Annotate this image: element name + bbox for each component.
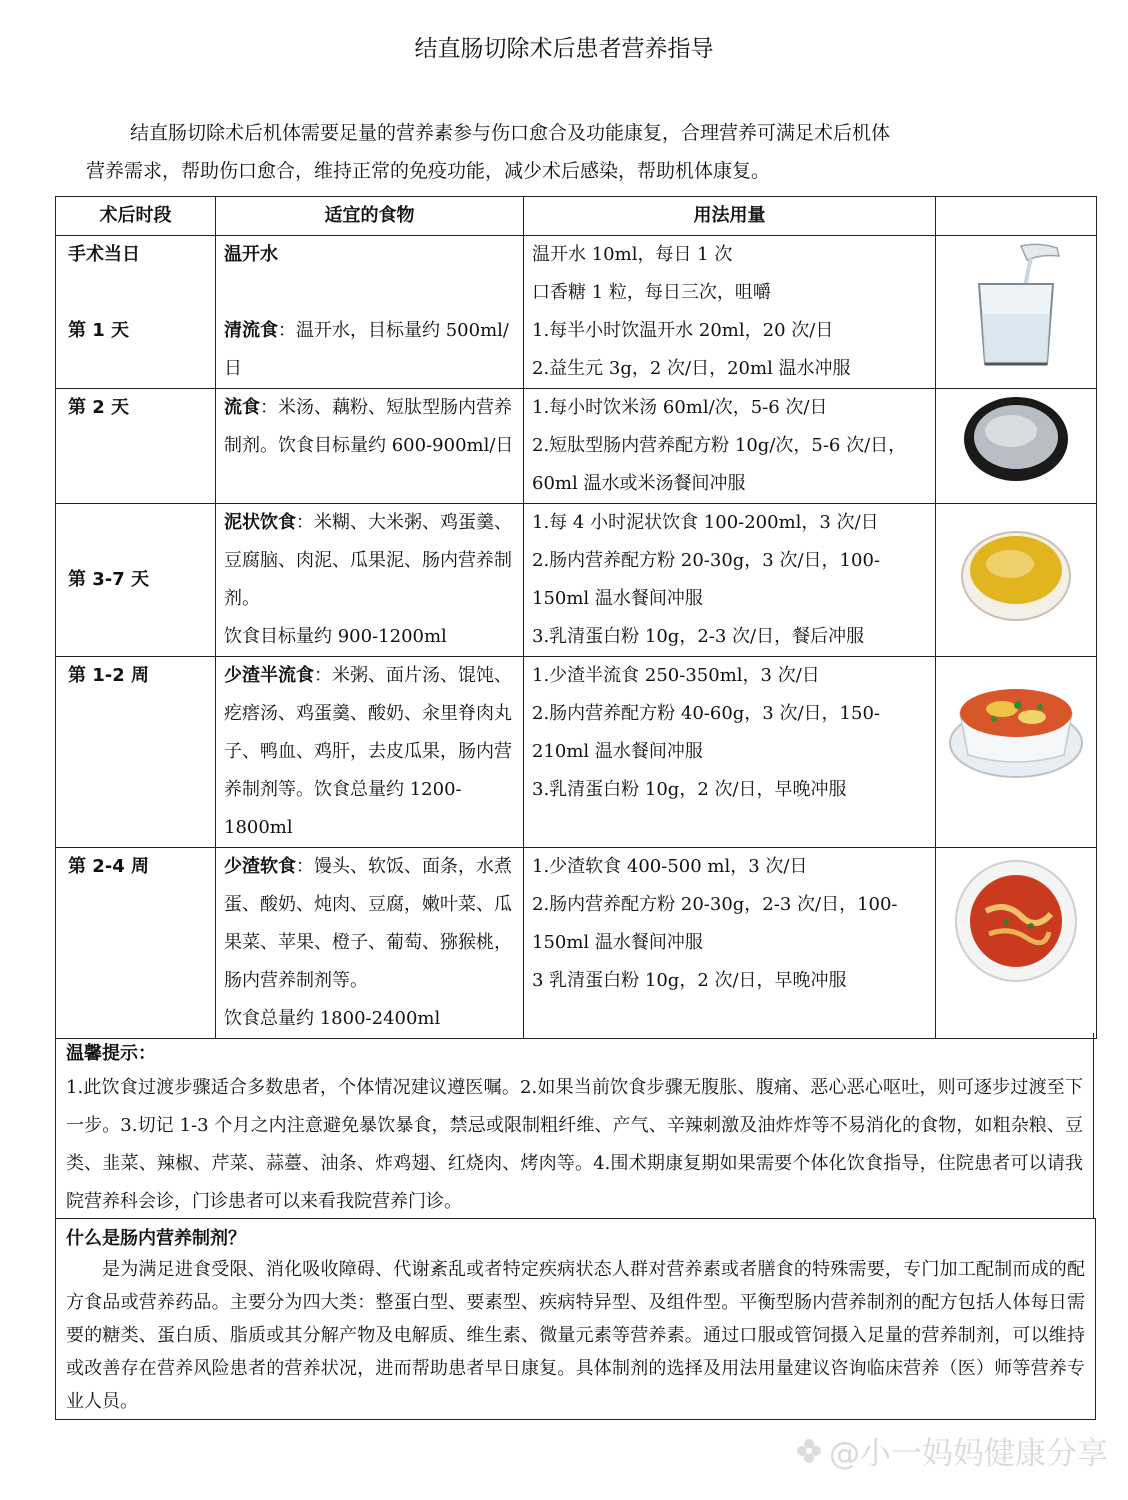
header-period: 术后时段 [56, 197, 216, 236]
food-text: ：馒头、软饭、面条，水煮蛋、酸奶、炖肉、豆腐，嫩叶菜、瓜果菜、苹果、橙子、葡萄、猕猴桃，肠内营养制剂等。 [224, 856, 512, 991]
tips-text: 1.此饮食过渡步骤适合多数患者，个体情况建议遵医嘱。2.如果当前饮食步骤无腹胀、腹痛、恶心恶心呕吐，则可逐步过渡至下一步。3.切记 1-3 个月之内注意避免暴饮暴食，禁忌或限制粗纤维、产气、辛辣刺激及油炸炸等不易消化的食物，如粗杂粮、豆类、韭菜、辣椒、芹菜、蒜薹、油条、炸鸡翅、红烧肉、烤肉等。4.围术期康复期如果需要个体化饮食指导，住院患者可以请我院营养科会诊，门诊患者可以来看我院营养门诊。 [66, 1077, 1083, 1212]
image-cell [936, 236, 1097, 389]
usage-cell [524, 236, 936, 389]
food-text: ：米汤、藕粉、短肽型肠内营养制剂。饮食目标量约 600-900ml/日 [224, 397, 514, 456]
intro-line-1: 结直肠切除术后机体需要足量的营养素参与伤口愈合及功能康复，合理营养可满足术后机体 [130, 122, 891, 144]
period-cell [56, 504, 216, 657]
food-cell [216, 504, 524, 657]
tips-section [55, 1033, 1094, 1219]
watermark-text: @小一妈妈健康分享 [829, 1436, 1108, 1472]
food-label: 少渣半流食 [224, 665, 314, 686]
usage-line: 2.肠内营养配方粉 20-30g，3 次/日，100-150ml 温水餐间冲服 [532, 550, 880, 609]
usage-cell [524, 657, 936, 848]
period-cell [56, 236, 216, 389]
page-title: 结直肠切除术后患者营养指导 [414, 36, 714, 62]
period-label: 第 2-4 周 [68, 856, 150, 877]
diet-table [55, 196, 1097, 1039]
food-cell [216, 848, 524, 1039]
food-cell [216, 657, 524, 848]
food-text: ：米粥、面片汤、馄饨、疙瘩汤、鸡蛋羹、酸奶、汆里脊肉丸子、鸭血、鸡肝，去皮瓜果，肠内营养制剂等。饮食总量约 1200-1800ml [224, 665, 512, 838]
table-row [56, 504, 1097, 657]
egg-tomato-soup-image [951, 856, 1081, 986]
header-food: 适宜的食物 [216, 197, 524, 236]
header-image [936, 197, 1097, 236]
tomato-noodle-soup-image [946, 665, 1086, 785]
image-cell [936, 657, 1097, 848]
food-label: 少渣软食 [224, 856, 296, 877]
image-cell [936, 848, 1097, 1039]
food-text: 饮食总量约 1800-2400ml [224, 1008, 441, 1029]
enteral-section [55, 1218, 1096, 1420]
usage-line: 口香糖 1 粒，每日三次，咀嚼 [532, 282, 771, 303]
image-cell [936, 504, 1097, 657]
usage-line: 1.少渣软食 400-500 ml，3 次/日 [532, 856, 808, 877]
food-text: ：温开水，目标量约 500ml/日 [224, 320, 509, 379]
table-row [56, 389, 1097, 504]
food-cell [216, 236, 524, 389]
food-cell [216, 389, 524, 504]
image-cell [936, 389, 1097, 504]
enteral-heading: 什么是肠内营养制剂？ [66, 1228, 246, 1249]
period-label: 手术当日 [68, 244, 140, 265]
usage-line: 2.益生元 3g，2 次/日，20ml 温水冲服 [532, 358, 851, 379]
food-text: 饮食目标量约 900-1200ml [224, 626, 447, 647]
millet-porridge-image [956, 518, 1076, 628]
usage-cell [524, 389, 936, 504]
food-label: 泥状饮食 [224, 512, 296, 533]
usage-cell [524, 848, 936, 1039]
usage-line: 2.肠内营养配方粉 20-30g，2-3 次/日，100-150ml 温水餐间冲服 [532, 894, 898, 953]
food-label: 清流食 [224, 320, 278, 341]
enteral-text: 是为满足进食受限、消化吸收障碍、代谢紊乱或者特定疾病状态人群对营养素或者膳食的特殊需要，专门加工配制而成的配方食品或营养药品。主要分为四大类：整蛋白型、要素型、疾病特异型、及组件型。平衡型肠内营养制剂的配方包括人体每日需要的糖类、蛋白质、脂质或其分解产物及电解质、维生素、微量元素等营养素。通过口服或管饲摄入足量的营养制剂，可以维持或改善存在营养风险患者的营养状况，进而帮助患者早日康复。具体制剂的选择及用法用量建议咨询临床营养（医）师等营养专业人员。 [66, 1259, 1085, 1412]
flower-icon [795, 1437, 823, 1465]
usage-line: 2.肠内营养配方粉 40-60g，3 次/日，150-210ml 温水餐间冲服 [532, 703, 880, 762]
table-row [56, 848, 1097, 1039]
table-row [56, 657, 1097, 848]
usage-line: 3.乳清蛋白粉 10g，2-3 次/日，餐后冲服 [532, 626, 865, 647]
usage-line: 3 乳清蛋白粉 10g，2 次/日，早晚冲服 [532, 970, 847, 991]
period-cell [56, 389, 216, 504]
usage-line: 1.每 4 小时泥状饮食 100-200ml，3 次/日 [532, 512, 879, 533]
food-label: 温开水 [224, 244, 278, 265]
intro-paragraph [86, 114, 1046, 190]
period-label: 第 1 天 [68, 320, 130, 341]
usage-line: 2.短肽型肠内营养配方粉 10g/次，5-6 次/日，60ml 温水或米汤餐间冲服 [532, 435, 907, 494]
period-label: 第 2 天 [68, 397, 130, 418]
usage-line: 1.少渣半流食 250-350ml，3 次/日 [532, 665, 820, 686]
intro-line-2: 营养需求，帮助伤口愈合，维持正常的免疫功能，减少术后感染，帮助机体康复。 [86, 160, 771, 182]
food-text: ：米糊、大米粥、鸡蛋羹、豆腐脑、肉泥、瓜果泥、肠内营养制剂。 [224, 512, 512, 609]
usage-cell [524, 504, 936, 657]
period-cell [56, 848, 216, 1039]
tips-heading: 温馨提示： [66, 1043, 156, 1064]
usage-line: 温开水 10ml，每日 1 次 [532, 244, 733, 265]
usage-line: 1.每半小时饮温开水 20ml，20 次/日 [532, 320, 834, 341]
watermark [795, 1428, 1108, 1473]
period-label: 第 3-7 天 [68, 569, 150, 590]
food-label: 流食 [224, 397, 260, 418]
period-label: 第 1-2 周 [68, 665, 150, 686]
header-usage: 用法用量 [524, 197, 936, 236]
glass-of-water-image [961, 240, 1071, 370]
rice-soup-bowl-image [961, 389, 1071, 489]
period-cell [56, 657, 216, 848]
usage-line: 3.乳清蛋白粉 10g，2 次/日，早晚冲服 [532, 779, 847, 800]
usage-line: 1.每小时饮米汤 60ml/次，5-6 次/日 [532, 397, 828, 418]
table-header-row [56, 197, 1097, 236]
table-row [56, 236, 1097, 389]
